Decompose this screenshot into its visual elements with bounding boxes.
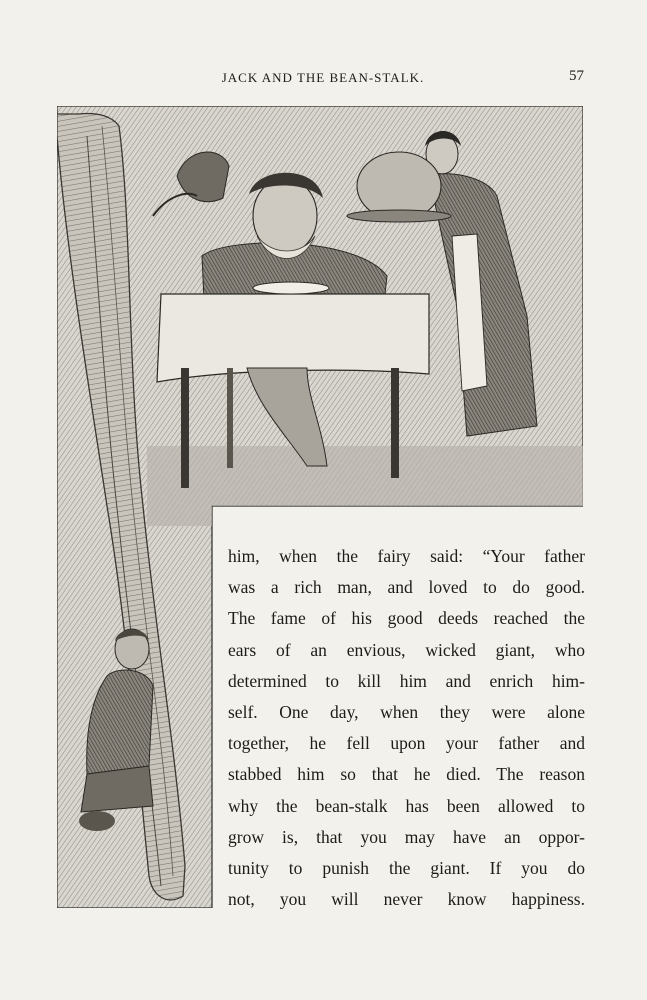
text-line: stabbed him so that he died. The reason xyxy=(228,764,585,785)
text-line: was a rich man, and loved to do good. xyxy=(228,577,585,598)
text-line: self. One day, when they were alone xyxy=(228,701,585,722)
running-head xyxy=(62,68,584,88)
body-text xyxy=(228,541,585,915)
text-line: why the bean-stalk has been allowed to xyxy=(228,795,585,816)
running-title: JACK AND THE BEAN-STALK. xyxy=(221,70,425,85)
text-line: grow is, that you may have an oppor- xyxy=(228,826,585,847)
text-line: The fame of his good deeds reached the xyxy=(228,608,585,629)
text-line: him, when the fairy said: “Your father xyxy=(228,546,585,566)
text-line: ears of an envious, wicked giant, who xyxy=(228,639,585,660)
text-line: together, he fell upon your father and xyxy=(228,733,585,754)
page-number: 57 xyxy=(569,68,584,84)
text-line: not, you will never know happiness. xyxy=(228,889,585,910)
text-line: tunity to punish the giant. If you do xyxy=(228,857,585,878)
text-line: determined to kill him and enrich him- xyxy=(228,670,585,691)
